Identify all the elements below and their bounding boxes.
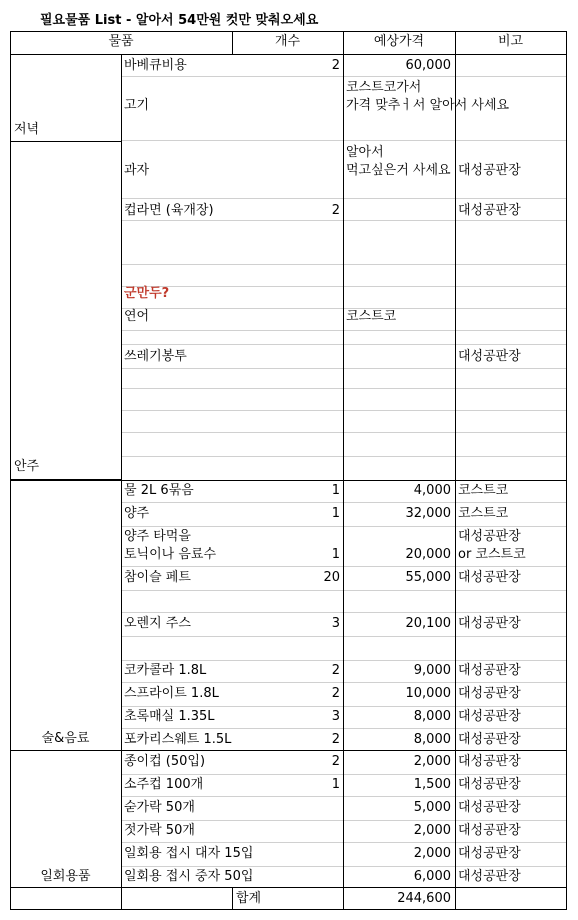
row-plate-medium-note: 대성공판장 — [458, 869, 521, 884]
row-sprite-note: 대성공판장 — [458, 686, 521, 701]
row-mixer-count: 1 — [331, 547, 340, 562]
row-plate-medium-item: 일회용 접시 중자 50입 — [124, 869, 254, 884]
row-papercup-note: 대성공판장 — [458, 754, 521, 769]
row-coke-price: 9,000 — [413, 663, 451, 678]
row-cupramen-item: 컵라면 (육개장) — [124, 203, 214, 218]
row-salmon-price: 코스트코 — [346, 309, 397, 324]
category-snacks: 안주 — [14, 459, 40, 474]
row-pocari-note: 대성공판장 — [458, 732, 521, 747]
row-snack-note: 대성공판장 — [458, 163, 521, 178]
row-papercup-item: 종이컵 (50입) — [124, 754, 206, 769]
header-item: 물품 — [108, 34, 134, 49]
row-shotcup-price: 1,500 — [413, 777, 451, 792]
row-meat-price-line2: 가격 맞추ㅓ서 알아서 사세요 — [346, 98, 510, 113]
total-label: 합계 — [236, 891, 262, 906]
row-snack-item: 과자 — [124, 163, 150, 178]
row-oj-price: 20,100 — [405, 616, 451, 631]
row-plate-large-item: 일회용 접시 대자 15입 — [124, 846, 254, 861]
row-pocari-item: 포카리스웨트 1.5L — [124, 732, 232, 747]
row-meat-price-line1: 코스트코가서 — [346, 80, 422, 95]
row-shotcup-item: 소주컵 100개 — [124, 777, 204, 792]
row-plate-large-price: 2,000 — [413, 846, 451, 861]
row-plum-count: 3 — [331, 709, 340, 724]
row-trashbag-note: 대성공판장 — [458, 349, 521, 364]
sheet-title: 필요물품 List - 알아서 54만원 컷만 맞춰오세요 — [40, 13, 319, 28]
row-salmon-item: 연어 — [124, 309, 150, 324]
row-liquor-item: 양주 — [124, 506, 150, 521]
row-mixer-price: 20,000 — [405, 547, 451, 562]
category-dinner: 저녁 — [14, 122, 40, 137]
row-shotcup-note: 대성공판장 — [458, 777, 521, 792]
row-chopsticks-note: 대성공판장 — [458, 823, 521, 838]
row-spoon-item: 숟가락 50개 — [124, 800, 195, 815]
row-spoon-price: 5,000 — [413, 800, 451, 815]
row-sprite-count: 2 — [331, 686, 340, 701]
row-mixer-note-line1: 대성공판장 — [458, 529, 521, 544]
row-papercup-count: 2 — [331, 754, 340, 769]
row-snack-price-line2: 먹고싶은거 사세요 — [346, 163, 451, 178]
row-bbq-item: 바베큐비용 — [124, 58, 187, 73]
row-sprite-price: 10,000 — [405, 686, 451, 701]
row-cupramen-count: 2 — [331, 203, 340, 218]
row-mixer-note-line2: or 코스트코 — [458, 547, 526, 562]
row-plum-item: 초록매실 1.35L — [124, 709, 215, 724]
row-chopsticks-price: 2,000 — [413, 823, 451, 838]
row-plum-price: 8,000 — [413, 709, 451, 724]
row-oj-item: 오렌지 주스 — [124, 616, 191, 631]
row-trashbag-item: 쓰레기봉투 — [124, 349, 187, 364]
header-count: 개수 — [274, 34, 301, 49]
row-liquor-note: 코스트코 — [458, 506, 509, 521]
category-disposables: 일회용품 — [40, 869, 91, 884]
row-soju-note: 대성공판장 — [458, 570, 521, 585]
total-value: 244,600 — [397, 891, 451, 906]
row-snack-price-line1: 알아서 — [346, 145, 384, 160]
row-plate-medium-price: 6,000 — [413, 869, 451, 884]
row-chopsticks-item: 젓가락 50개 — [124, 823, 195, 838]
row-water-count: 1 — [331, 483, 340, 498]
row-papercup-price: 2,000 — [413, 754, 451, 769]
row-pocari-price: 8,000 — [413, 732, 451, 747]
row-soju-count: 20 — [323, 570, 340, 585]
row-soju-price: 55,000 — [405, 570, 451, 585]
row-dumpling-item: 군만두? — [124, 286, 170, 301]
row-liquor-count: 1 — [331, 506, 340, 521]
row-plum-note: 대성공판장 — [458, 709, 521, 724]
row-coke-note: 대성공판장 — [458, 663, 521, 678]
header-price: 예상가격 — [373, 34, 425, 49]
row-water-price: 4,000 — [413, 483, 451, 498]
header-note: 비고 — [497, 34, 524, 49]
row-sprite-item: 스프라이트 1.8L — [124, 686, 219, 701]
row-coke-item: 코카콜라 1.8L — [124, 663, 207, 678]
row-liquor-price: 32,000 — [405, 506, 451, 521]
row-meat-item: 고기 — [124, 98, 150, 113]
row-mixer-item-line1: 양주 타먹을 — [124, 529, 191, 544]
row-bbq-price: 60,000 — [405, 58, 451, 73]
row-soju-item: 참이슬 페트 — [124, 570, 191, 585]
row-oj-count: 3 — [331, 616, 340, 631]
row-plate-large-note: 대성공판장 — [458, 846, 521, 861]
row-water-note: 코스트코 — [458, 483, 509, 498]
row-coke-count: 2 — [331, 663, 340, 678]
row-shotcup-count: 1 — [331, 777, 340, 792]
row-water-item: 물 2L 6묶음 — [124, 483, 194, 498]
category-drinks: 술&음료 — [41, 731, 90, 746]
row-mixer-item-line2: 토닉이나 음료수 — [124, 547, 217, 562]
row-bbq-count: 2 — [331, 58, 340, 73]
row-cupramen-note: 대성공판장 — [458, 203, 521, 218]
row-oj-note: 대성공판장 — [458, 616, 521, 631]
row-pocari-count: 2 — [331, 732, 340, 747]
row-spoon-note: 대성공판장 — [458, 800, 521, 815]
